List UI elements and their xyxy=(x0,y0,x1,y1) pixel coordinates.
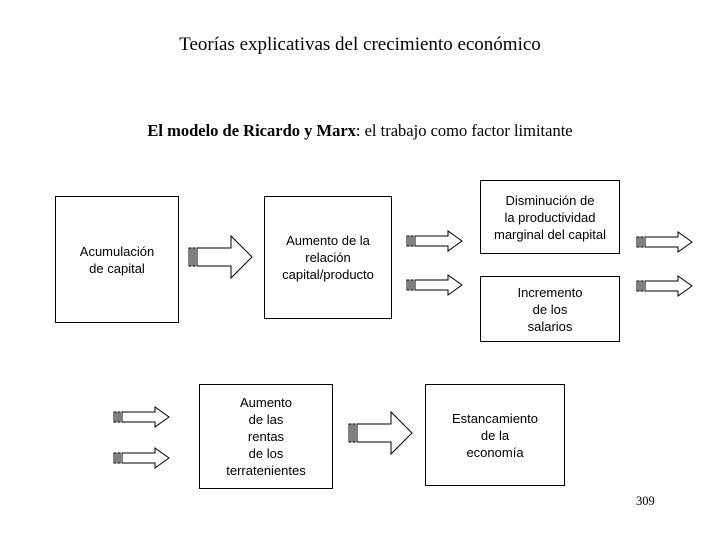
subtitle-rest: : el trabajo como factor limitante xyxy=(355,121,573,140)
arrow-right-icon xyxy=(188,234,254,280)
box-acumulacion-capital: Acumulación de capital xyxy=(55,196,179,323)
arrow-right-icon xyxy=(113,406,171,428)
box-aumento-relacion: Aumento de la relación capital/producto xyxy=(264,196,392,319)
page-number: 309 xyxy=(636,494,655,508)
slide-title: Teorías explicativas del crecimiento económico xyxy=(179,34,541,55)
arrow-right-icon xyxy=(113,447,171,469)
arrow-right-icon xyxy=(406,274,464,296)
box-incremento-salarios: Incremento de los salarios xyxy=(480,276,620,342)
box-estancamiento: Estancamiento de la economía xyxy=(425,384,565,486)
slide-subtitle xyxy=(0,121,720,141)
box-disminucion-productividad: Disminución de la productividad marginal del capital xyxy=(480,180,620,254)
arrow-right-icon xyxy=(636,275,694,297)
arrow-right-icon xyxy=(406,230,464,252)
arrow-right-icon xyxy=(636,231,694,253)
box-aumento-rentas: Aumento de las rentas de los terratenientes xyxy=(199,384,333,489)
arrow-right-icon xyxy=(348,410,414,456)
subtitle-bold: El modelo de Ricardo y Marx xyxy=(147,121,356,140)
